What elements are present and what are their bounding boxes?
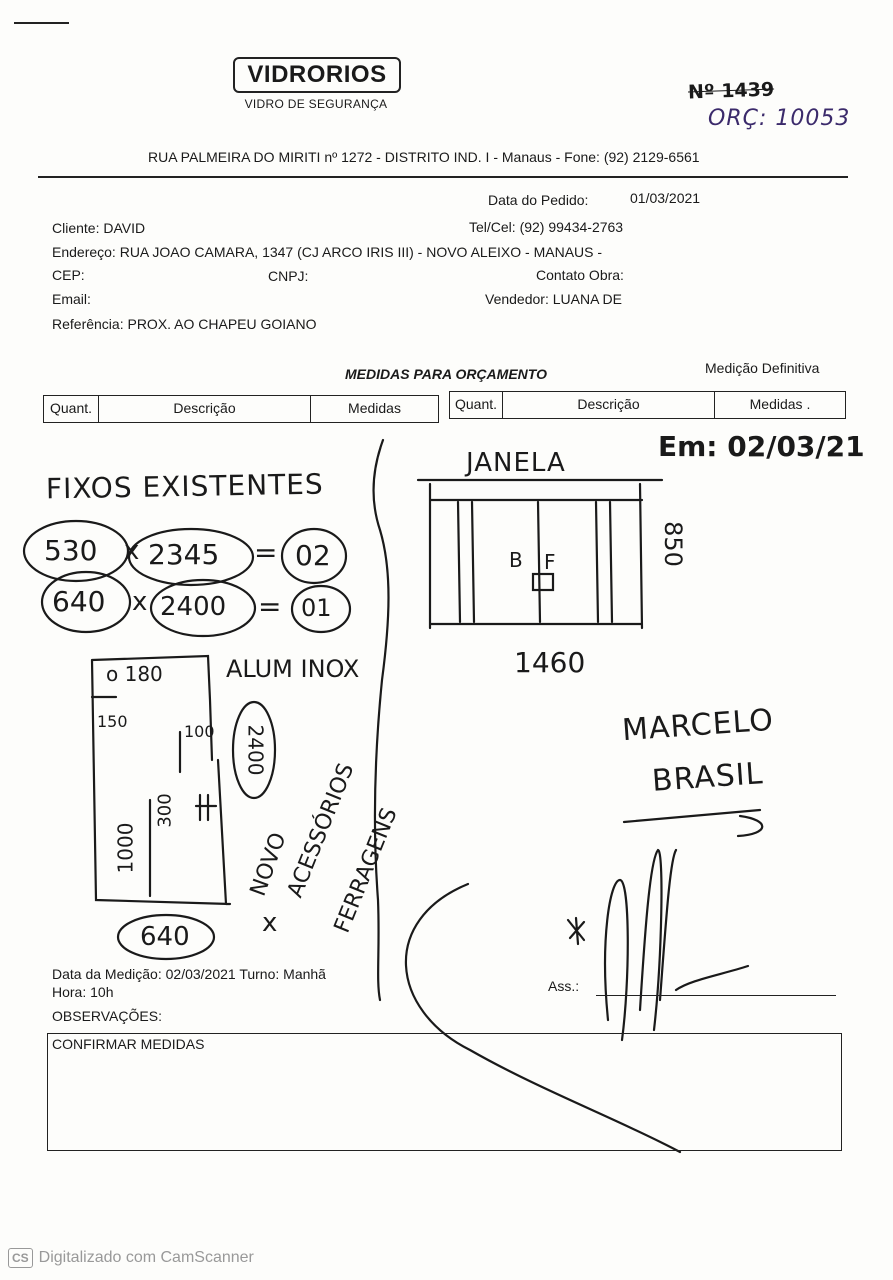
hw-date: Em: 02/03/21 (658, 430, 865, 463)
hw-180: o 180 (106, 662, 163, 686)
company-tagline: VIDRO DE SEGURANÇA (244, 97, 388, 111)
hw-100: 100 (184, 722, 215, 741)
hw-ferragens: FERRAGENS (329, 804, 403, 937)
hw-x1: x (124, 536, 140, 566)
hw-x3: x (262, 908, 278, 938)
hw-x2: x (132, 587, 148, 617)
section-title: MEDIDAS PARA ORÇAMENTO (345, 366, 547, 382)
hw-1460: 1460 (514, 646, 586, 679)
hw-01: 01 (301, 594, 332, 622)
camscanner-icon: CS (8, 1248, 33, 1268)
divider-squiggle (374, 440, 389, 1000)
hw-180-value: 180 (124, 662, 163, 686)
order-date-label: Data do Pedido: (488, 192, 589, 208)
client-phone: Tel/Cel: (92) 99434-2763 (469, 219, 624, 235)
company-logo: VIDRORIOS (233, 57, 401, 93)
hw-02: 02 (295, 539, 331, 572)
hw-brasil: BRASIL (650, 756, 765, 799)
col-descricao: Descrição (99, 396, 311, 422)
col-medidas: Medidas . (749, 396, 811, 412)
scanner-text: Digitalizado com CamScanner (38, 1249, 254, 1266)
cnpj-label: CNPJ: (268, 268, 309, 284)
hw-1000: 1000 (113, 822, 138, 874)
hw-alum: ALUM INOX (226, 655, 360, 683)
marcelo-underline (624, 810, 762, 836)
col-medidas: Medidas (348, 400, 401, 416)
cep-label: CEP: (52, 267, 85, 283)
observations-box (47, 1033, 842, 1151)
contact-label: Contato Obra: (536, 267, 624, 283)
window-lock (533, 574, 553, 590)
client-name: Cliente: DAVID (52, 220, 146, 236)
observations-label: OBSERVAÇÕES: (52, 1008, 162, 1024)
col-quant: Quant. (450, 392, 503, 418)
measure-date: Data da Medição: 02/03/2021 Turno: Manhã (52, 966, 326, 982)
hw-640-row2: 640 (52, 585, 106, 618)
client-address: Endereço: RUA JOAO CAMARA, 1347 (CJ ARCO IRIS III) - NOVO ALEIXO - MANAUS - (52, 244, 603, 260)
email-label: Email: (52, 291, 91, 307)
hw-2400-vertical: 2400 (243, 724, 268, 776)
measure-hour: Hora: 10h (52, 984, 114, 1000)
col-descricao: Descrição (503, 392, 715, 418)
hw-novo: NOVO (245, 829, 292, 900)
hw-fixos: FIXOS EXISTENTES (45, 467, 324, 506)
hw-640-bottom: 640 (140, 922, 190, 952)
hw-2345: 2345 (148, 538, 220, 571)
signature-scribble (605, 850, 748, 1040)
observations-text: CONFIRMAR MEDIDAS (52, 1036, 205, 1052)
hw-janela: JANELA (466, 448, 566, 478)
company-address: RUA PALMEIRA DO MIRITI nº 1272 - DISTRITO IND. I - Manaus - Fone: (92) 2129-6561 (148, 149, 700, 165)
hw-b: B (509, 548, 523, 572)
signature-label: Ass.: (548, 978, 580, 994)
hw-marcelo: MARCELO (620, 702, 775, 749)
hw-f: F (544, 550, 556, 574)
seller-name: Vendedor: LUANA DE (485, 291, 622, 307)
hw-300: 300 (154, 793, 176, 828)
scanner-watermark (8, 1248, 254, 1268)
hw-eq1: = (254, 536, 278, 569)
star-mark (568, 918, 584, 944)
hw-850: 850 (658, 521, 687, 567)
hw-2400: 2400 (160, 592, 227, 622)
window-dividers (458, 502, 612, 622)
hw-530: 530 (44, 534, 98, 567)
hw-acessorios: ACESSÓRIOS (282, 759, 360, 902)
reference: Referência: PROX. AO CHAPEU GOIANO (52, 316, 317, 332)
measure-mode: Medição Definitiva (705, 360, 820, 376)
doc-number-handwritten: ORÇ: 10053 (708, 106, 851, 131)
doc-number-crossed: Nº 1439 (687, 78, 775, 104)
signature-line (596, 995, 836, 996)
col-quant: Quant. (44, 396, 99, 422)
hw-150: 150 (97, 712, 128, 731)
hw-eq2: = (258, 590, 282, 623)
order-date-value: 01/03/2021 (630, 190, 701, 206)
